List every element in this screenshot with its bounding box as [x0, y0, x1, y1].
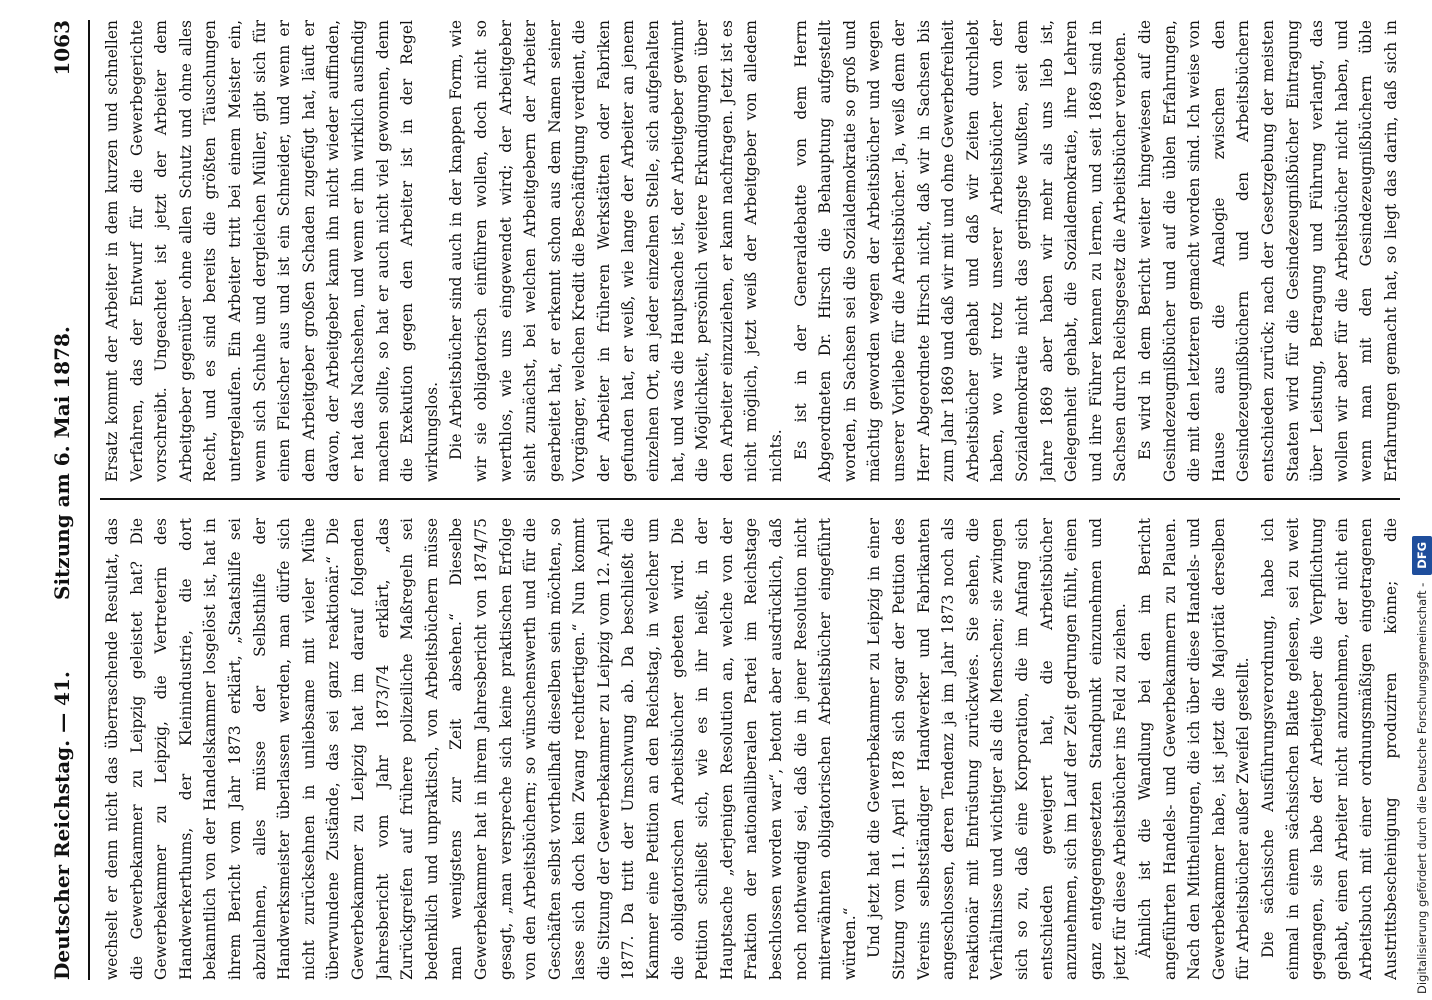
paragraph: Die Arbeitsbücher sind auch in der knappen Form, wie wir sie obligatorisch einführen wollen, doch nicht so werthlos, wie uns eingewendet wird; der Arbeitgeber sieht zunächst, bei welchen Arbeitgebern der Arbeiter gearbeitet hat, er erkennt schon aus dem Namen seiner Vorgänger, welchen Kredit die Beschäftigung verdient, die der Arbeiter in früheren Werkstätten oder Fabriken gefunden hat, er weiß, wie lange der Arbeiter an jenem einzelnen Ort, an jeder einzelnen Stelle, sich aufgehalten hat, und was die Hauptsache ist, der Arbeitgeber gewinnt die Möglichkeit, persönlich weitere Erkundigungen über den Arbeiter einzuziehen, er kann nachfragen. Jetzt ist es nicht möglich, jetzt weiß der Arbeitgeber von alledem nichts.: [447, 20, 786, 482]
dfg-logo: DFG: [1412, 536, 1432, 575]
header-rule: [88, 20, 90, 980]
running-head: [40, 20, 84, 980]
text-column-left: [100, 518, 1400, 980]
credit-text: Digitalisierung gefördert durch die Deutsche Forschungsgemeinschaft -: [1415, 582, 1429, 994]
publication-title: Deutscher Reichstag. — 41.: [50, 671, 74, 980]
paragraph: Ähnlich ist die Wandlung bei den im Bericht angeführten Handels- und Gewerbekammern zu Plauen. Nach den Mittheilungen, die ich über diese Handels- und Gewerbekammer habe, ist jetzt die Majorität derselben für Arbeitsbücher außer Zweifel gestellt.: [1135, 518, 1253, 980]
session-date: Sitzung am 6. Mai 1878.: [50, 326, 74, 600]
paragraph: Es ist in der Generaldebatte von dem Herrn Abgeordneten Dr. Hirsch die Behauptung aufgestellt worden, in Sachsen sei die Sozialdemokratie so groß und mächtig geworden wegen der Arbeitsbücher und wegen unserer Vorliebe für die Arbeitsbücher. Ja, weiß denn der Herr Abgeordnete Hirsch nicht, daß wir in Sachsen bis zum Jahr 1869 und daß wir mit und ohne Gewerbefreiheit Arbeitsbücher gehabt und daß wir Zeiten durchlebt haben, wo wir trotz unserer Arbeitsbücher von der Sozialdemokratie nicht das geringste wußten, seit dem Jahre 1869 aber haben wir mehr als uns lieb ist, Gelegenheit gehabt, die Sozialdemokratie, ihre Lehren und ihre Führer kennen zu lernen, und seit 1869 sind in Sachsen durch Reichsgesetz die Arbeitsbücher verboten.: [791, 20, 1130, 482]
paragraph: Und jetzt hat die Gewerbekammer zu Leipzig in einer Sitzung vom 11. April 1878 sich sogar der Petition des Vereins selbstständiger Handwerker und Fabrikanten angeschlossen, deren Tendenz ja im Jahr 1873 noch als reaktionär mit Entrüstung zurückwies. Sie sehen, die Verhältnisse und wichtiger als die Menschen; sie zwingen sich so zu, daß eine Korporation, die im Anfang sich entschieden geweigert hat, die Arbeitsbücher anzunehmen, sich im Lauf der Zeit gedrungen fühlt, einen ganz entgegengesetzten Standpunkt einzunehmen und jetzt für diese Arbeitsbücher ins Feld zu ziehen.: [865, 518, 1130, 980]
digitization-credit: [1412, 14, 1432, 994]
paragraph: Es wird in dem Bericht weiter hingewiesen auf die Gesindezeugnißbücher und auf die üblen Erfahrungen, die mit den letzteren gemacht worden sind. Ich weise von Hause aus die Analogie zwischen den Gesindezeugnißbüchern und den Arbeitsbüchern entschieden zurück; nach der Gesetzgebung der meisten Staaten wird für die Gesindezeugnißbücher Eintragung über Leistung, Betragung und Führung verlangt, das wollen wir aber für die Arbeitsbücher nicht haben, und wenn man mit den Gesindezeugnißbüchern üble Erfahrungen gemacht hat, so liegt das darin, daß sich in: [1135, 20, 1400, 482]
paragraph: Ersatz kommt der Arbeiter in dem kurzen und schnellen Verfahren, das der Entwurf für die Gewerbegerichte vorschreibt. Ungeachtet ist jetzt der Arbeiter dem Arbeitgeber gegenüber ohne allen Schutz und ohne alles Recht, und es sind bereits die größten Täuschungen untergelaufen. Ein Arbeiter tritt bei einem Meister ein, wenn sich Schuhe und dergleichen Müller, gibt sich für einen Fleischer aus und ist ein Schneider, und wenn er dem Arbeitgeber großen Schaden zugefügt hat, läuft er davon, der Arbeitgeber kann ihn nicht wieder auffinden, er hat das Nachsehen, und wenn er ihn wirklich ausfindig machen sollte, so hat er auch nicht viel gewonnen, denn die Exekution gegen den Arbeiter ist in der Regel wirkungslos.: [103, 20, 441, 482]
paragraph: Die sächsische Ausführungsverordnung, habe ich einmal in einem sächsischen Blatte gelesen, sei zu weit gegangen, sie habe der Arbeitgeber die Verpflichtung gehabt, einen Arbeiter nicht anzunehmen, der nicht ein Arbeitsbuch mit einer ordnungsmäßigen eingetragenen Austrittsbescheinigung produziren könne; die: [1258, 518, 1400, 980]
paragraph: wechselt er denn nicht das überraschende Resultat, das die Gewerbekammer zu Leipzig geleistet hat? Die Gewerbekammer zu Leipzig, die Vertreterin des Handwerkerthums, der Kleinindustrie, die dort bekanntlich von der Handelskammer losgelöst ist, hat in ihrem Bericht vom Jahr 1873 erklärt, „Staatshilfe sei abzulehnen, alles müsse der Selbsthilfe der Handwerksmeister überlassen werden, man dürfe sich nicht zurücksehnen in unliebsame mit vieler Mühe überwundene Zustände, das sei ganz reaktionär.“ Die Gewerbekammer zu Leipzig hat im darauf folgenden Jahresbericht vom Jahr 1873/74 erklärt, „das Zurückgreifen auf frühere polizeiliche Maßregeln sei bedenklich und unpraktisch, von Arbeitsbüchern müsse man wenigstens zur Zeit absehen.“ Dieselbe Gewerbekammer hat in ihrem Jahresbericht von 1874/75 gesagt, „man verspreche sich keine praktischen Erfolge von den Arbeitsbüchern; so wünschenswerth und für die Geschäften selbst vortheilhaft dieselben sein möchten, so lasse sich doch kein Zwang rechtfertigen.“ Nun kommt die Sitzung der Gewerbekammer zu Leipzig vom 12. April 1877. Da tritt der Umschwung ab. Da beschließt die Kammer eine Petition an den Reichstag, in welcher um die obligatorischen Arbeitsbücher gebeten wird. Die Petition schließt sich, wie es in ihr heißt, in der Hauptsache „derjenigen Resolution an, welche von der Fraktion der nationalliberalen Partei im Reichstage beschlossen worden war“, betont aber ausdrücklich, daß noch nothwendig sei, daß die in jener Resolution nicht miterwähnten obligatorischen Arbeitsbücher eingeführt würden.“: [103, 518, 859, 980]
column-divider: [100, 498, 1400, 500]
text-column-right: [100, 20, 1400, 482]
newspaper-page: [40, 20, 1420, 980]
page-number: 1063: [50, 20, 74, 76]
